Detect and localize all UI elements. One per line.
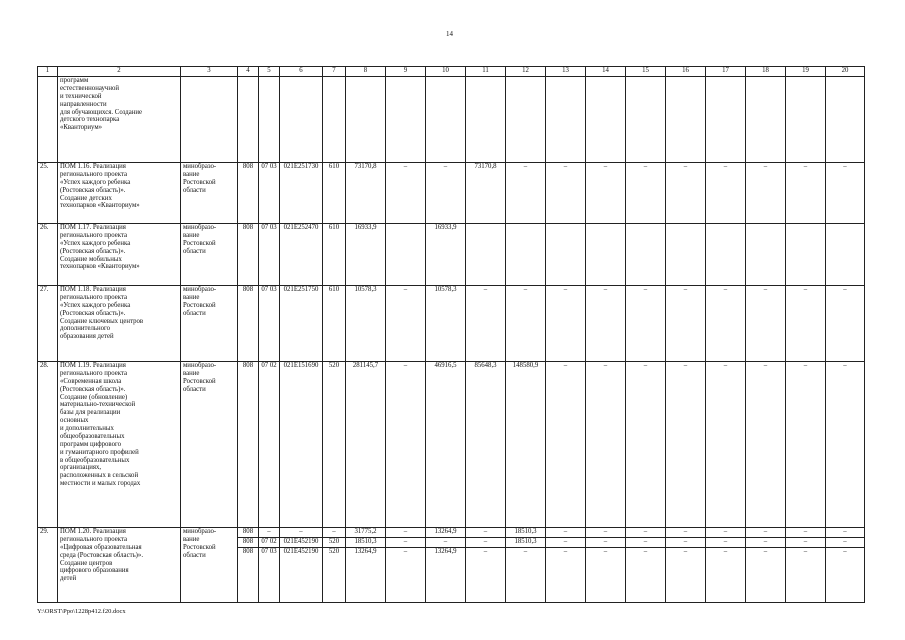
budget-cell: 610 [323, 163, 346, 224]
sub-row-cell: – [523, 548, 528, 555]
sub-row-cell: – [386, 528, 425, 538]
budget-cell [826, 77, 865, 163]
column-number: 3 [181, 67, 238, 77]
budget-cell: – [746, 286, 786, 362]
budget-cell: – [546, 362, 586, 528]
budget-cell: 021E151690 [280, 362, 323, 528]
budget-cell: 808 [238, 286, 259, 362]
budget-cell [386, 224, 426, 286]
sub-row-cell: – [786, 528, 825, 538]
budget-cell [426, 77, 466, 163]
sub-row-cell: – [546, 538, 585, 548]
sub-row-cell: – [723, 548, 728, 555]
column-number: 1 [38, 67, 58, 77]
budget-cell: – [666, 163, 706, 224]
budget-cell: 520 [323, 362, 346, 528]
budget-cell: – [386, 362, 426, 528]
budget-cell: 07 03 [259, 286, 280, 362]
budget-cell [346, 77, 386, 163]
sub-row-cell: – [786, 538, 825, 548]
budget-cell: – [586, 286, 626, 362]
table-row [38, 286, 865, 362]
sub-row-cell: – [666, 528, 705, 538]
sub-row-cell: 021E452190 [283, 548, 319, 555]
budget-cell [546, 77, 586, 163]
budget-cell: – [506, 163, 546, 224]
page-number: 14 [446, 30, 453, 38]
budget-cell [746, 528, 786, 603]
budget-cell: 148580,9 [506, 362, 546, 528]
budget-cell [826, 224, 865, 286]
header-row [38, 67, 865, 77]
budget-cell: – [826, 362, 865, 528]
column-number: 13 [546, 67, 586, 77]
measure-name: ПОМ 1.20. Реализация регионального проекта «Цифровая образовательная среда (Ростовская область)». Создание центров цифрового образования детей [58, 528, 181, 603]
sub-row-cell: – [626, 528, 665, 538]
budget-cell: 16933,9 [426, 224, 466, 286]
budget-cell [626, 528, 666, 603]
budget-cell [466, 77, 506, 163]
budget-cell: – [746, 163, 786, 224]
measure-name: ПОМ 1.17. Реализация регионального проекта «Успех каждого ребенка (Ростовская область)». Создание мобильных технопарков «Кванториум» [58, 224, 181, 286]
budget-cell: – [666, 362, 706, 528]
budget-cell: – [706, 163, 746, 224]
budget-cell: – [786, 163, 826, 224]
budget-cell: 16933,9 [346, 224, 386, 286]
sub-row-cell: – [546, 528, 585, 538]
budget-cell: 281145,7 [346, 362, 386, 528]
budget-cell: – [706, 286, 746, 362]
row-number: 26. [38, 224, 58, 286]
budget-cell: – [826, 286, 865, 362]
budget-cell [626, 224, 666, 286]
sub-row-cell: 808 [238, 528, 258, 538]
budget-cell [786, 77, 826, 163]
budget-cell: – [666, 286, 706, 362]
budget-cell [259, 528, 280, 603]
budget-cell: – [826, 163, 865, 224]
sub-row-cell: – [563, 548, 568, 555]
sub-row-cell: – [826, 528, 864, 538]
sub-row-cell: – [426, 538, 465, 548]
budget-cell: – [626, 286, 666, 362]
budget-cell: – [546, 163, 586, 224]
sub-row-cell: 808 [242, 548, 254, 555]
budget-cell [666, 528, 706, 603]
table-row [38, 163, 865, 224]
budget-cell [746, 77, 786, 163]
sub-row-cell: 18510,3 [506, 538, 545, 548]
sub-row-cell: – [466, 528, 505, 538]
sub-row-cell: 18510,3 [346, 538, 385, 548]
sub-row-cell: – [259, 528, 279, 538]
budget-cell [706, 224, 746, 286]
budget-cell [546, 528, 586, 603]
budget-cell: – [506, 286, 546, 362]
column-number: 20 [826, 67, 865, 77]
budget-cell: 07 03 [259, 163, 280, 224]
budget-cell: 021E251750 [280, 286, 323, 362]
sub-row-cell: 31775,2 [346, 528, 385, 538]
budget-cell: 021E251730 [280, 163, 323, 224]
table-row [38, 224, 865, 286]
budget-cell: – [786, 286, 826, 362]
budget-cell: – [626, 362, 666, 528]
budget-cell [586, 224, 626, 286]
column-number: 6 [280, 67, 323, 77]
budget-cell: 808 [238, 163, 259, 224]
budget-cell [706, 528, 746, 603]
sub-row-cell: – [323, 528, 345, 538]
executor: минобразо- вание Ростовской области [181, 286, 238, 362]
column-number: 16 [666, 67, 706, 77]
column-number: 15 [626, 67, 666, 77]
sub-row-cell: – [706, 538, 745, 548]
sub-row-cell: 18510,3 [506, 528, 545, 538]
sub-row-cell: – [280, 528, 322, 538]
sub-row-cell: – [386, 538, 425, 548]
executor: минобразо- вание Ростовской области [181, 528, 238, 603]
sub-row-cell: – [746, 528, 785, 538]
column-number: 5 [259, 67, 280, 77]
budget-cell [280, 528, 323, 603]
sub-row-cell: – [643, 548, 648, 555]
sub-row-cell: – [803, 548, 808, 555]
column-number: 4 [238, 67, 259, 77]
budget-cell [386, 528, 426, 603]
column-number: 19 [786, 67, 826, 77]
sub-row-cell: – [626, 538, 665, 548]
budget-cell: – [706, 362, 746, 528]
budget-cell: 73170,8 [466, 163, 506, 224]
budget-cell: – [586, 163, 626, 224]
executor: минобразо- вание Ростовской области [181, 362, 238, 528]
budget-cell: – [466, 286, 506, 362]
budget-cell [280, 77, 323, 163]
row-number: 28. [38, 362, 58, 528]
executor: минобразо- вание Ростовской области [181, 224, 238, 286]
sub-row-cell: 021E452190 [280, 538, 322, 548]
row-number [38, 77, 58, 163]
budget-cell: 07 02 [259, 362, 280, 528]
budget-cell [386, 77, 426, 163]
row-number: 29. [38, 528, 58, 603]
budget-cell: 85648,3 [466, 362, 506, 528]
budget-cell [506, 77, 546, 163]
column-number: 9 [386, 67, 426, 77]
sub-row-cell: 07 02 [259, 538, 279, 548]
budget-cell: 07 03 [259, 224, 280, 286]
budget-cell: 46916,5 [426, 362, 466, 528]
budget-cell [706, 77, 746, 163]
budget-cell [506, 224, 546, 286]
column-number: 10 [426, 67, 466, 77]
budget-cell [786, 224, 826, 286]
table-row [38, 362, 865, 528]
budget-cell: 10578,3 [346, 286, 386, 362]
budget-cell: 808 [238, 224, 259, 286]
sub-row-cell: – [746, 538, 785, 548]
sub-row-cell: 13264,9 [426, 528, 465, 538]
sub-row-cell: – [603, 548, 608, 555]
column-number: 11 [466, 67, 506, 77]
sub-row-cell: – [586, 528, 625, 538]
column-number: 8 [346, 67, 386, 77]
sub-row-cell: 520 [328, 548, 340, 555]
sub-row-cell: – [483, 548, 488, 555]
budget-cell: 10578,3 [426, 286, 466, 362]
executor: минобразо- вание Ростовской области [181, 163, 238, 224]
budget-cell [466, 528, 506, 603]
column-number: 7 [323, 67, 346, 77]
budget-cell [666, 77, 706, 163]
budget-cell [323, 77, 346, 163]
sub-row-cell: – [586, 538, 625, 548]
measure-name: ПОМ 1.18. Реализация регионального проекта «Успех каждого ребенка (Ростовская область)». Создание ключевых центров дополнительного образования детей [58, 286, 181, 362]
sub-row-cell: – [706, 528, 745, 538]
budget-cell [586, 77, 626, 163]
sub-row-cell: – [826, 538, 864, 548]
budget-cell [546, 224, 586, 286]
budget-cell: 73170,8 [346, 163, 386, 224]
sub-row-cell: 13264,9 [434, 548, 457, 555]
sub-row-cell: – [843, 548, 847, 555]
column-number: 2 [58, 67, 181, 77]
budget-cell [238, 77, 259, 163]
budget-cell: – [586, 362, 626, 528]
budget-cell [426, 528, 466, 603]
budget-cell [323, 528, 346, 603]
budget-cell: – [746, 362, 786, 528]
sub-row-cell: 13264,9 [354, 548, 377, 555]
column-number: 17 [706, 67, 746, 77]
budget-cell [346, 528, 386, 603]
budget-cell [746, 224, 786, 286]
budget-cell: – [386, 286, 426, 362]
sub-row-cell: – [666, 538, 705, 548]
budget-cell [506, 528, 546, 603]
budget-cell: 610 [323, 224, 346, 286]
budget-cell: – [626, 163, 666, 224]
measure-name: ПОМ 1.16. Реализация регионального проекта «Успех каждого ребенка (Ростовская область)». Создание детских технопарков «Кванториум» [58, 163, 181, 224]
budget-cell [466, 224, 506, 286]
sub-row-cell: 808 [238, 538, 258, 548]
measure-name: программ естественнонаучной и технической направленности для обучающихся. Создание детского технопарка «Кванториум» [58, 77, 181, 163]
sub-row-cell: 07 03 [261, 548, 277, 555]
budget-cell: – [426, 163, 466, 224]
budget-cell: 610 [323, 286, 346, 362]
sub-row-cell: – [683, 548, 688, 555]
budget-cell: 808 [238, 362, 259, 528]
budget-cell [786, 528, 826, 603]
budget-cell [586, 528, 626, 603]
sub-row-cell: 520 [323, 538, 345, 548]
column-number: 18 [746, 67, 786, 77]
table-row [38, 528, 865, 603]
row-number: 27. [38, 286, 58, 362]
budget-cell [826, 528, 865, 603]
budget-cell [666, 224, 706, 286]
budget-table [37, 66, 865, 603]
row-number: 25. [38, 163, 58, 224]
table-row [38, 77, 865, 163]
file-path-footer: Y:\ORST\Ppo\1228p412.f20.docx [37, 608, 126, 615]
budget-cell: – [386, 163, 426, 224]
budget-cell [259, 77, 280, 163]
budget-cell [626, 77, 666, 163]
column-number: 12 [506, 67, 546, 77]
budget-cell: – [546, 286, 586, 362]
sub-row-cell: – [403, 548, 408, 555]
measure-name: ПОМ 1.19. Реализация регионального проекта «Современная школа (Ростовская область)». Создание (обновление) материально-технической базы для реализации основных и дополнительных общеобразовательных программ цифрового и гуманитарного профилей в общеобразовательных организациях, расположенных в сельской местности и малых городах [58, 362, 181, 528]
budget-cell: 021E252470 [280, 224, 323, 286]
executor [181, 77, 238, 163]
sub-row-cell: – [466, 538, 505, 548]
budget-cell [238, 528, 259, 603]
budget-cell: – [786, 362, 826, 528]
sub-row-cell: – [763, 548, 768, 555]
column-number: 14 [586, 67, 626, 77]
